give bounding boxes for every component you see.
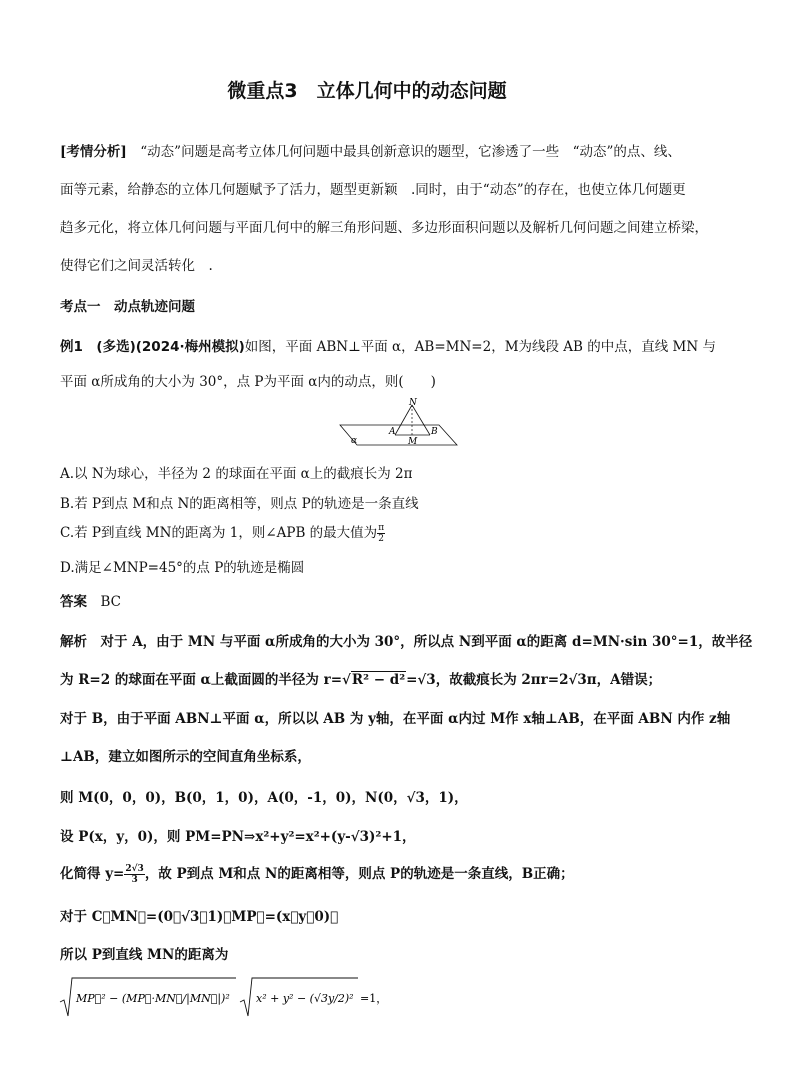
solution-line-8: 对于 C，MN⃗=(0，√3，1)，MP⃗=(x，y，0)， [60,909,339,925]
segment-na [395,405,412,435]
formula-eq: =1， [360,992,388,1005]
page-title: 微重点3 立体几何中的动态问题 [227,80,507,102]
analysis-line-3: 趋多元化，将立体几何问题与平面几何中的解三角形问题、多边形面积问题以及解析几何问题之间建立桥梁， [60,220,708,236]
solution-text-7b: ，故 P到点 M和点 N的距离相等，则点 P的轨迹是一条直线，B正确； [144,866,574,882]
example-label: 例1 [60,339,83,355]
example-text-1: 如图，平面 ABN⊥平面 α，AB=MN=2，M为线段 AB 的中点，直线 MN 与 [244,339,716,355]
solution-fraction-numerator: 2√3 [125,864,144,874]
solution-line-1 [60,630,752,650]
option-c-denominator: 2 [378,534,385,544]
solution-label: 解析 [60,634,87,650]
analysis-tag: [考情分析] [60,144,127,160]
solution-line-9: 所以 P到直线 MN的距离为 [60,947,229,963]
example-question-line-1 [60,335,716,355]
analysis-line-2: 面等元素，给静态的立体几何题赋予了活力，题型更新颖 .同时，由于“动态”的存在，也使立体几何题更 [60,182,686,198]
distance-formula [58,974,388,1020]
formula-left: MP⃗² − (MP⃗·MN⃗/|MN⃗|)² [76,992,230,1005]
answer-value: BC [100,594,122,610]
analysis-line-4: 使得它们之间灵活转化 . [60,258,213,274]
solution-text-7a: 化简得 y= [60,866,125,882]
solution-line-5: 则 M(0，0，0)，B(0，1，0)，A(0，-1，0)，N(0，√3，1)， [60,790,468,806]
geometry-figure [335,397,460,452]
answer-line [60,590,121,610]
option-b: B.若 P到点 M和点 N的距离相等，则点 P的轨迹是一条直线 [60,496,419,512]
label-m: M [408,437,418,447]
solution-line-2: 为 R=2 的球面在平面 α上截面圆的半径为 r=√R² − d²=√3，故截痕长为 2πr=2√3π，A错误； [60,672,662,688]
analysis-text-1: “动态”问题是高考立体几何问题中最具创新意识的题型，它渗透了一些 “动态”的点、线、 [126,144,681,160]
solution-text-2a: 为 R=2 的球面在平面 α上截面圆的半径为 r= [60,672,343,688]
option-a: A.以 N为球心，半径为 2 的球面在平面 α上的截痕长为 2π [60,466,413,482]
option-c-fraction [377,523,385,544]
solution-fraction [124,864,144,885]
solution-line-6: 设 P(x，y，0)，则 PM=PN⇒x²+y²=x²+(y-√3)²+1， [60,829,416,845]
label-a: A [389,427,396,437]
solution-radicand: R² − d² [351,672,406,688]
segment-nb [412,405,430,435]
section-heading: 考点一 动点轨迹问题 [60,299,195,315]
analysis-line-1 [60,140,681,160]
formula-right: x² + y² − (√3y/2)² [256,992,354,1005]
label-n: N [409,398,417,408]
solution-line-7 [60,862,574,885]
option-c-text: C.若 P到直线 MN的距离为 1，则∠APB 的最大值为 [60,525,378,541]
option-c-numerator: π [378,523,385,533]
solution-line-4: ⊥AB，建立如图所示的空间直角坐标系， [60,749,311,765]
example-tag: (多选)(2024·梅州模拟) [96,339,245,355]
example-question-line-2: 平面 α所成角的大小为 30°，点 P为平面 α内的动点，则( ) [60,374,436,390]
option-d: D.满足∠MNP=45°的点 P的轨迹是椭圆 [60,560,305,576]
answer-label: 答案 [60,594,87,610]
formula-svg [58,974,388,1020]
solution-text-1: 对于 A，由于 MN 与平面 α所成角的大小为 30°，所以点 N到平面 α的距离 d=MN·sin 30°=1，故半径 [87,634,753,650]
label-b: B [431,427,438,437]
solution-text-2c: =√3，故截痕长为 2πr=2√3π，A错误； [406,672,662,688]
solution-fraction-denominator: 3 [131,875,138,885]
solution-line-3: 对于 B，由于平面 ABN⊥平面 α，所以以 AB 为 y轴，在平面 α内过 M作 x轴⊥AB，在平面 ABN 内作 z轴 [60,711,731,727]
label-alpha: α [351,436,358,446]
option-c [60,521,385,544]
